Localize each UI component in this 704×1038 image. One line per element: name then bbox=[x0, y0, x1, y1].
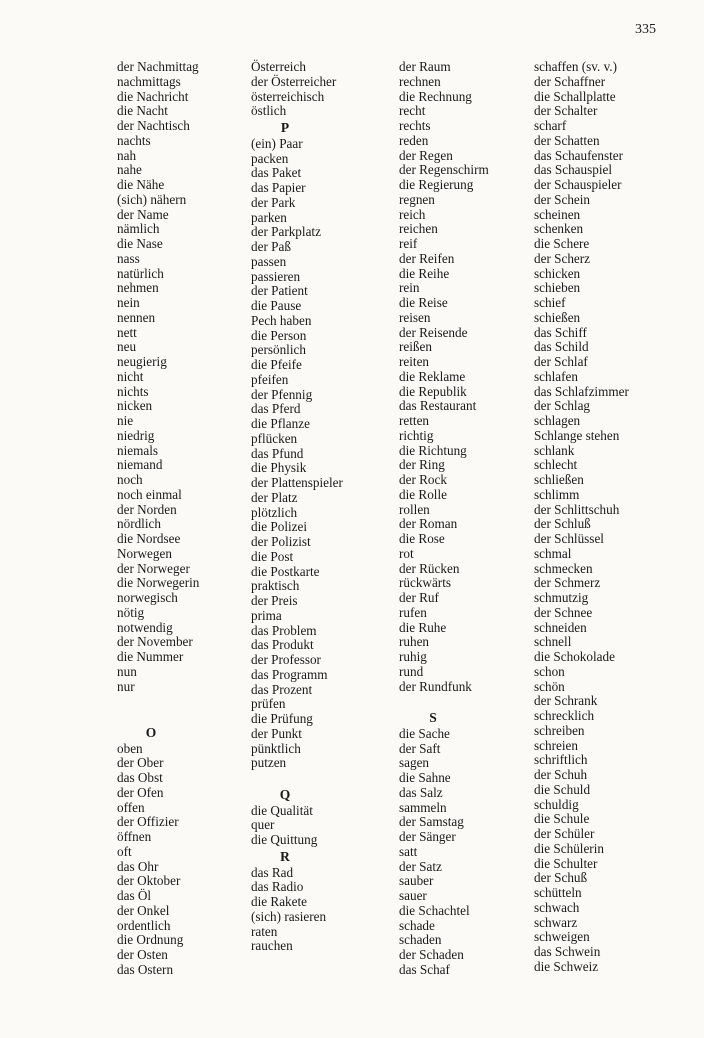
word-entry: recht bbox=[399, 103, 426, 119]
word-entry: die Schweiz bbox=[534, 958, 599, 974]
word-entry: pfeifen bbox=[251, 371, 289, 387]
word-entry: der Preis bbox=[251, 593, 298, 609]
word-entry: Norwegen bbox=[117, 545, 172, 561]
word-entry: das Radio bbox=[251, 879, 304, 895]
word-entry: schwach bbox=[534, 899, 580, 915]
word-entry: rund bbox=[399, 663, 424, 679]
word-entry: nachts bbox=[117, 132, 151, 148]
word-entry: der Ober bbox=[117, 755, 164, 771]
word-entry: die Physik bbox=[251, 460, 307, 476]
word-entry: das Schaufenster bbox=[534, 147, 623, 163]
word-entry: die Pause bbox=[251, 298, 302, 314]
word-entry: der Schalter bbox=[534, 103, 598, 119]
word-entry: der Ruf bbox=[399, 590, 439, 605]
word-entry: die Nummer bbox=[117, 649, 184, 664]
word-entry: rauchen bbox=[251, 938, 293, 954]
word-entry: neugierig bbox=[117, 354, 167, 369]
word-entry: der Schmerz bbox=[534, 575, 601, 591]
word-entry: niemals bbox=[117, 442, 159, 458]
word-entry: das Obst bbox=[117, 770, 163, 786]
word-entry: reichen bbox=[399, 221, 438, 237]
section-heading: O bbox=[145, 724, 157, 740]
word-entry: schweigen bbox=[534, 929, 590, 945]
word-entry: der Saft bbox=[399, 740, 441, 756]
word-entry: retten bbox=[399, 413, 430, 428]
word-entry: das Schlafzimmer bbox=[534, 383, 629, 399]
word-entry: (sich) rasieren bbox=[251, 908, 327, 924]
word-entry: das Schwein bbox=[534, 944, 601, 959]
word-entry: das Öl bbox=[117, 888, 152, 904]
section-heading: S bbox=[429, 710, 437, 725]
word-entry: der Rock bbox=[399, 472, 447, 487]
word-entry: die Richtung bbox=[399, 442, 467, 458]
word-entry: quer bbox=[251, 817, 275, 833]
word-entry: nicht bbox=[117, 368, 144, 384]
word-entry: der Plattenspieler bbox=[251, 475, 343, 491]
word-entry: natürlich bbox=[117, 265, 164, 281]
word-entry: das Pferd bbox=[251, 401, 301, 417]
word-entry: das Ohr bbox=[117, 858, 159, 874]
word-entry: der Norden bbox=[117, 501, 177, 517]
word-entry: die Ordnung bbox=[117, 932, 184, 948]
word-column-2 bbox=[251, 60, 343, 954]
word-entry: schmal bbox=[534, 545, 572, 561]
word-entry: nämlich bbox=[117, 221, 160, 237]
word-entry: die Rakete bbox=[251, 894, 308, 910]
word-entry: der November bbox=[117, 634, 193, 650]
word-entry: ruhig bbox=[399, 649, 427, 664]
word-entry: die Schallplatte bbox=[534, 88, 616, 104]
section-heading: P bbox=[280, 120, 290, 135]
word-entry: nehmen bbox=[117, 280, 159, 296]
word-entry: plötzlich bbox=[251, 504, 298, 520]
word-entry: die Nacht bbox=[117, 103, 168, 119]
word-entry: der Regen bbox=[399, 147, 453, 163]
spacer bbox=[399, 694, 489, 709]
word-entry: der Punkt bbox=[251, 725, 302, 741]
word-entry: der Pfennig bbox=[251, 386, 313, 402]
word-entry: noch einmal bbox=[117, 486, 182, 502]
word-entry: das Schauspiel bbox=[534, 162, 613, 178]
word-entry: der Schuh bbox=[534, 767, 588, 782]
word-entry: die Schere bbox=[534, 236, 590, 251]
word-entry: schenken bbox=[534, 221, 584, 237]
word-entry: Pech haben bbox=[251, 312, 312, 328]
word-entry: reisen bbox=[399, 309, 431, 325]
word-entry: schütteln bbox=[534, 885, 582, 900]
word-entry: der Osten bbox=[117, 947, 168, 963]
word-entry: rückwärts bbox=[399, 575, 451, 591]
word-entry: Österreich bbox=[251, 59, 306, 74]
word-entry: der Nachtisch bbox=[117, 118, 190, 133]
word-entry: schrecklich bbox=[534, 708, 595, 723]
word-entry: der Schrank bbox=[534, 693, 598, 709]
word-entry: schicken bbox=[534, 265, 581, 281]
word-entry: der Samstag bbox=[399, 814, 464, 830]
spacer bbox=[251, 771, 343, 786]
word-entry: die Schokolade bbox=[534, 649, 615, 664]
word-entry: der Schaden bbox=[399, 947, 464, 963]
word-column-4 bbox=[534, 60, 629, 975]
word-entry: das Pfund bbox=[251, 445, 304, 461]
word-entry: sauber bbox=[399, 873, 434, 889]
spacer bbox=[117, 709, 199, 724]
word-entry: praktisch bbox=[251, 578, 300, 594]
word-entry: der Oktober bbox=[117, 873, 181, 889]
word-entry: der Offizier bbox=[117, 814, 179, 830]
word-entry: der Park bbox=[251, 194, 296, 210]
word-entry: schon bbox=[534, 663, 565, 679]
word-entry: scharf bbox=[534, 118, 567, 133]
word-entry: der Schnee bbox=[534, 604, 593, 620]
word-entry: prüfen bbox=[251, 696, 286, 712]
word-entry: der Paß bbox=[251, 239, 291, 255]
word-entry: nicken bbox=[117, 398, 153, 414]
word-entry: nass bbox=[117, 250, 140, 266]
word-entry: nur bbox=[117, 678, 135, 694]
spacer bbox=[117, 694, 199, 709]
section-heading: R bbox=[280, 848, 290, 864]
word-entry: der Norweger bbox=[117, 560, 190, 576]
word-entry: der Schuß bbox=[534, 870, 588, 886]
word-entry: schade bbox=[399, 917, 435, 933]
word-entry: der Scherz bbox=[534, 250, 591, 266]
word-entry: die Postkarte bbox=[251, 563, 320, 579]
word-column-3 bbox=[399, 60, 489, 978]
word-entry: die Rolle bbox=[399, 486, 447, 502]
word-entry: rufen bbox=[399, 604, 427, 620]
word-entry: schießen bbox=[534, 309, 581, 325]
word-entry: die Person bbox=[251, 327, 307, 343]
word-entry: der Parkplatz bbox=[251, 224, 321, 240]
word-entry: die Reklame bbox=[399, 368, 466, 384]
word-entry: schlimm bbox=[534, 486, 580, 502]
word-entry: der Rücken bbox=[399, 560, 460, 576]
word-entry: der Schluß bbox=[534, 516, 591, 532]
word-entry: packen bbox=[251, 150, 289, 166]
word-entry: sagen bbox=[399, 755, 430, 771]
word-entry: der Sänger bbox=[399, 829, 456, 845]
word-entry: die Nordsee bbox=[117, 531, 181, 546]
word-entry: der Rundfunk bbox=[399, 678, 472, 694]
word-entry: nennen bbox=[117, 309, 156, 325]
word-entry: das Problem bbox=[251, 622, 317, 638]
word-entry: nötig bbox=[117, 604, 145, 620]
word-entry: rot bbox=[399, 545, 414, 561]
word-entry: rein bbox=[399, 280, 420, 296]
word-entry: prima bbox=[251, 607, 282, 623]
word-entry: Schlange stehen bbox=[534, 427, 620, 443]
word-entry: der Schüler bbox=[534, 826, 595, 841]
word-entry: sammeln bbox=[399, 799, 447, 815]
word-entry: das Programm bbox=[251, 666, 328, 682]
word-entry: ordentlich bbox=[117, 917, 171, 933]
word-entry: schief bbox=[534, 295, 566, 310]
word-entry: der Schlag bbox=[534, 398, 591, 414]
word-entry: die Nase bbox=[117, 236, 163, 251]
section-heading: Q bbox=[279, 786, 291, 802]
word-entry: der Schlaf bbox=[534, 354, 588, 369]
word-entry: passen bbox=[251, 253, 287, 269]
word-entry: nett bbox=[117, 324, 137, 340]
word-entry: schnell bbox=[534, 634, 572, 650]
word-entry: das Schiff bbox=[534, 324, 587, 340]
word-entry: schaden bbox=[399, 932, 442, 948]
word-entry: das Produkt bbox=[251, 637, 314, 653]
word-entry: noch bbox=[117, 472, 143, 487]
word-entry: das Salz bbox=[399, 784, 443, 800]
word-entry: der Schein bbox=[534, 191, 591, 207]
word-entry: reißen bbox=[399, 339, 432, 355]
word-entry: raten bbox=[251, 923, 278, 939]
word-entry: die Post bbox=[251, 548, 294, 564]
word-entry: schlagen bbox=[534, 413, 581, 428]
word-entry: die Reihe bbox=[399, 265, 450, 281]
word-entry: schön bbox=[534, 678, 565, 694]
word-entry: putzen bbox=[251, 755, 287, 771]
word-entry: offen bbox=[117, 799, 145, 815]
word-entry: der Regenschirm bbox=[399, 162, 489, 178]
word-entry: schieben bbox=[534, 280, 581, 296]
word-entry: österreichisch bbox=[251, 88, 325, 104]
word-entry: niedrig bbox=[117, 427, 155, 443]
word-entry: der Platz bbox=[251, 489, 298, 505]
word-entry: das Papier bbox=[251, 180, 306, 196]
word-entry: die Regierung bbox=[399, 177, 474, 192]
word-entry: reiten bbox=[399, 354, 430, 369]
word-entry: die Nachricht bbox=[117, 88, 189, 104]
word-entry: der Schlittschuh bbox=[534, 501, 620, 517]
word-entry: der Raum bbox=[399, 59, 451, 74]
word-entry: ruhen bbox=[399, 634, 430, 650]
word-entry: norwegisch bbox=[117, 590, 178, 605]
word-entry: schlecht bbox=[534, 457, 578, 473]
word-entry: (ein) Paar bbox=[251, 135, 303, 151]
word-entry: schwarz bbox=[534, 914, 578, 930]
word-entry: der Polizist bbox=[251, 534, 311, 550]
word-entry: reif bbox=[399, 236, 418, 251]
word-entry: die Pflanze bbox=[251, 416, 310, 432]
word-entry: die Schuld bbox=[534, 781, 591, 797]
word-entry: die Schulter bbox=[534, 855, 598, 871]
word-entry: der Reifen bbox=[399, 250, 455, 266]
word-entry: der Schaffner bbox=[534, 73, 606, 89]
word-entry: das Paket bbox=[251, 165, 302, 181]
word-entry: das Ostern bbox=[117, 961, 174, 977]
word-entry: die Schachtel bbox=[399, 902, 470, 918]
word-entry: die Schülerin bbox=[534, 840, 604, 856]
word-entry: die Rose bbox=[399, 531, 445, 546]
word-column-1 bbox=[117, 60, 199, 978]
word-entry: schreiben bbox=[534, 722, 585, 738]
word-entry: das Schaf bbox=[399, 961, 450, 977]
word-entry: nachmittags bbox=[117, 73, 181, 89]
word-entry: schriftlich bbox=[534, 752, 588, 768]
word-entry: nun bbox=[117, 663, 137, 679]
word-entry: nahe bbox=[117, 162, 142, 178]
word-entry: schlank bbox=[534, 442, 575, 458]
word-entry: das Prozent bbox=[251, 681, 313, 697]
word-entry: sauer bbox=[399, 888, 427, 904]
word-entry: die Rechnung bbox=[399, 88, 472, 104]
word-entry: der Reisende bbox=[399, 324, 468, 340]
word-entry: nichts bbox=[117, 383, 149, 399]
word-entry: der Patient bbox=[251, 283, 308, 299]
word-entry: passieren bbox=[251, 268, 301, 284]
word-entry: der Roman bbox=[399, 516, 458, 532]
word-entry: schuldig bbox=[534, 796, 579, 812]
word-entry: parken bbox=[251, 209, 287, 225]
word-entry: die Pfeife bbox=[251, 357, 302, 373]
word-entry: niemand bbox=[117, 457, 163, 473]
word-entry: nein bbox=[117, 295, 140, 310]
word-entry: die Republik bbox=[399, 383, 467, 399]
word-entry: der Onkel bbox=[117, 902, 170, 918]
word-entry: öffnen bbox=[117, 829, 152, 845]
word-entry: persönlich bbox=[251, 342, 306, 358]
word-entry: die Polizei bbox=[251, 519, 308, 535]
word-entry: der Schatten bbox=[534, 132, 600, 148]
page-number: 335 bbox=[635, 22, 656, 37]
word-entry: schaffen (sv. v.) bbox=[534, 59, 617, 74]
word-entry: rechts bbox=[399, 118, 431, 133]
word-entry: oft bbox=[117, 843, 132, 859]
word-entry: schlafen bbox=[534, 368, 578, 384]
word-entry: schließen bbox=[534, 472, 584, 487]
word-entry: nie bbox=[117, 413, 134, 428]
word-entry: neu bbox=[117, 339, 137, 355]
word-entry: der Name bbox=[117, 206, 169, 222]
word-entry: schneiden bbox=[534, 619, 587, 635]
word-entry: östlich bbox=[251, 103, 287, 119]
word-entry: schreien bbox=[534, 737, 578, 753]
word-entry: die Prüfung bbox=[251, 711, 313, 727]
word-entry: pünktlich bbox=[251, 740, 301, 756]
word-entry: der Professor bbox=[251, 652, 321, 668]
word-entry: schmutzig bbox=[534, 590, 589, 605]
word-entry: die Schule bbox=[534, 811, 590, 827]
word-entry: der Ofen bbox=[117, 784, 164, 800]
word-entry: der Österreicher bbox=[251, 73, 337, 89]
word-entry: (sich) nähern bbox=[117, 191, 187, 207]
word-entry: pflücken bbox=[251, 430, 298, 446]
word-entry: die Reise bbox=[399, 295, 448, 310]
word-entry: regnen bbox=[399, 191, 435, 207]
word-entry: die Quittung bbox=[251, 832, 318, 848]
word-entry: scheinen bbox=[534, 206, 581, 222]
word-entry: richtig bbox=[399, 427, 434, 443]
word-entry: die Sache bbox=[399, 725, 450, 741]
word-entry: die Ruhe bbox=[399, 619, 447, 635]
word-entry: das Restaurant bbox=[399, 398, 477, 414]
word-entry: rollen bbox=[399, 501, 430, 517]
word-entry: das Rad bbox=[251, 864, 294, 880]
word-entry: das Schild bbox=[534, 339, 589, 355]
word-entry: der Schlüssel bbox=[534, 531, 604, 546]
word-entry: der Satz bbox=[399, 858, 442, 874]
word-entry: die Qualität bbox=[251, 802, 313, 818]
word-entry: die Norwegerin bbox=[117, 575, 200, 591]
word-entry: der Nachmittag bbox=[117, 59, 199, 74]
word-entry: der Ring bbox=[399, 457, 445, 473]
word-entry: reden bbox=[399, 132, 429, 148]
word-entry: nah bbox=[117, 147, 137, 163]
word-entry: reich bbox=[399, 206, 426, 222]
word-entry: notwendig bbox=[117, 619, 173, 635]
word-entry: oben bbox=[117, 740, 143, 756]
word-entry: der Schauspieler bbox=[534, 177, 622, 192]
word-entry: rechnen bbox=[399, 73, 441, 89]
word-entry: die Nähe bbox=[117, 177, 165, 192]
word-entry: die Sahne bbox=[399, 770, 451, 786]
word-entry: nördlich bbox=[117, 516, 161, 532]
word-entry: satt bbox=[399, 843, 418, 859]
word-entry: schmecken bbox=[534, 560, 593, 576]
